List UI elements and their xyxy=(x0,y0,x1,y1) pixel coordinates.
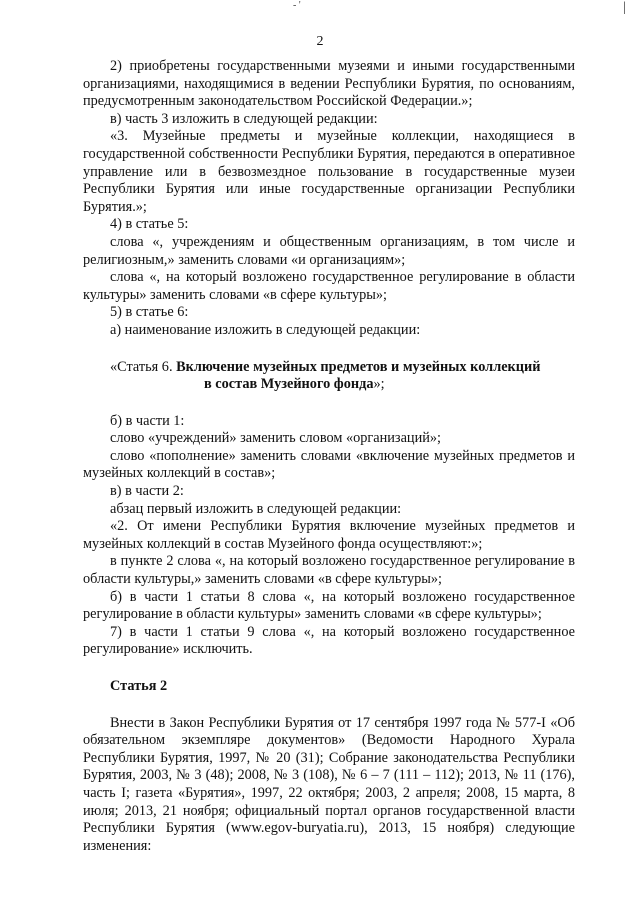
paragraph: 5) в статье 6: xyxy=(110,304,189,321)
spacer xyxy=(83,340,575,359)
paragraph: слово «пополнение» заменить словами «включение музейных предметов и музейных коллекций в состав»; xyxy=(83,447,575,482)
paragraph: в пункте 2 слова «, на который возложено государственное регулирование в области культуры,» заменить словами «в сфере культуры»; xyxy=(83,553,575,588)
spacer xyxy=(83,394,575,413)
paragraph: 4) в статье 5: xyxy=(110,216,189,233)
scan-mark-top: - ' xyxy=(293,0,301,11)
document-body xyxy=(83,58,575,855)
paragraph: слова «, учреждениям и общественным организациям, в том числе и религиозным,» заменить словами «и организациям»; xyxy=(83,233,575,268)
article-2-text: Внести в Закон Республики Бурятия от 17 сентября 1997 года № 577-I «Об обязательном экземпляре документов» (Ведомости Народного Хурала Республики Бурятия, 1997, № 20 (31); Собрание законодательства Республики Бурятия, 2003, № 3 (48); 2008, № 3 (108), № 6 – 7 (111 – 112); 2013, № 11 (176), часть I; газета «Бурятия», 1997, 22 октября; 2003, 2 апреля; 2008, 15 марта, 8 июля; 2013, 21 ноября; официальный портал органов государственной власти Республики Бурятия (www.egov-buryatia.ru), 2013, 15 ноября) следующие изменения: xyxy=(83,714,575,854)
article-heading-line2: в состав Музейного фонда xyxy=(204,376,374,393)
paragraph: а) наименование изложить в следующей редакции: xyxy=(110,321,421,338)
paragraph: абзац первый изложить в следующей редакции: xyxy=(110,500,402,517)
article-heading-line1: Включение музейных предметов и музейных коллекций xyxy=(176,358,541,375)
spacer xyxy=(83,659,575,678)
article-6-heading xyxy=(110,359,575,394)
paragraph: 7) в части 1 статьи 9 слова «, на который возложено государственное регулирование» исключить. xyxy=(83,623,575,658)
paragraph: слово «учреждений» заменить словом «организаций»; xyxy=(110,430,441,447)
paragraph: б) в части 1 статьи 8 слова «, на который возложено государственное регулирование в области культуры» заменить словами «в сфере культуры»; xyxy=(83,588,575,623)
paragraph: «2. От имени Республики Бурятия включение музейных предметов и музейных коллекций в состав Музейного фонда осуществляют:»; xyxy=(83,518,575,552)
spacer xyxy=(83,696,575,715)
paragraph: в) часть 3 изложить в следующей редакции: xyxy=(110,110,378,127)
paragraph: «3. Музейные предметы и музейные коллекции, находящиеся в государственной собственности Республики Бурятия, передаются в оперативное управление или в безвозмездное пользование в государственные музеи Республики Бурятия или иные государственные организации Республики Бурятия.»; xyxy=(83,128,575,215)
article-2-title: Статья 2 xyxy=(110,678,168,694)
paragraph: 2) приобретены государственными музеями и иными государственными организациями, находящимися в ведении Республики Бурятия, по основаниям, предусмотренным законодательством Российской Федерации.»; xyxy=(83,58,575,110)
scan-mark-right: | xyxy=(623,0,626,15)
paragraph: в) в части 2: xyxy=(110,483,184,500)
article-heading-prefix: «Статья 6. xyxy=(110,358,177,375)
paragraph: б) в части 1: xyxy=(110,412,185,429)
page-number: 2 xyxy=(316,34,324,49)
article-heading-suffix: »; xyxy=(373,376,385,393)
paragraph: слова «, на который возложено государственное регулирование в области культуры» заменить словами «в сфере культуры»; xyxy=(83,269,575,303)
